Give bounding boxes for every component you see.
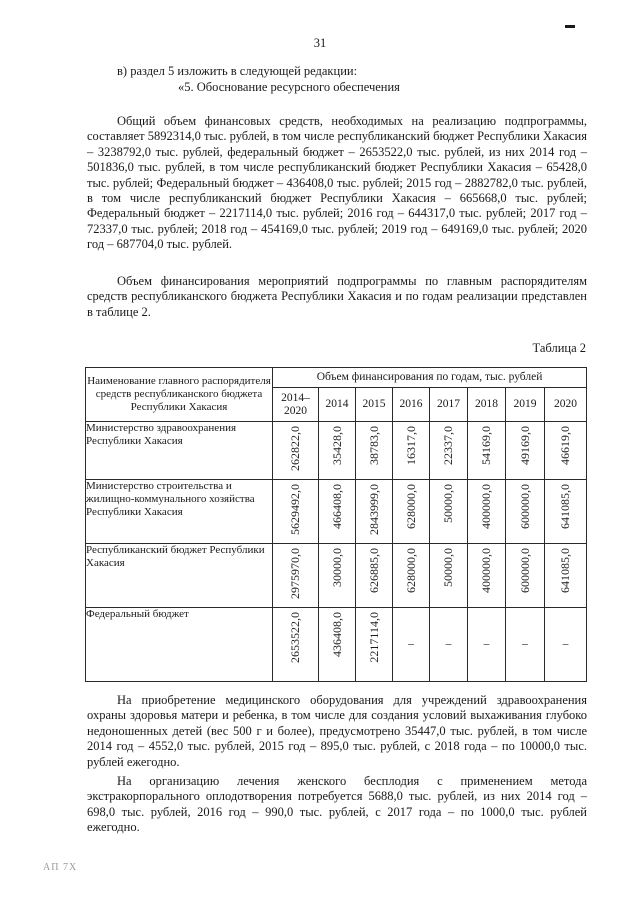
table-cell: 600000,0 (506, 480, 545, 544)
table-cell: – (430, 608, 468, 682)
table-cell: – (506, 608, 545, 682)
recipient-name: Министерство здравоохранения Республики Хакасия (86, 422, 273, 480)
table-cell: 641085,0 (545, 480, 587, 544)
table-cell: 641085,0 (545, 544, 587, 608)
page-number: 31 (313, 36, 327, 50)
table-header-year: 2017 (430, 388, 468, 422)
table-cell: 5629492,0 (273, 480, 319, 544)
footer-mark: АП 7Х (43, 862, 78, 873)
table-header-year: 2014 (319, 388, 356, 422)
table-row (86, 608, 587, 682)
paragraph-medical-equipment: На приобретение медицинского оборудования для учреждений здравоохранения охраны здоровья матери и ребенка, в том числе для создания условий выхаживания глубоко недоношенных детей (вес 500 г и более), предусмотрено 35447,0 тыс. рублей, в том числе 2014 год – 4552,0 тыс. рублей, 2015 год – 895,0 тыс. рублей, с 2018 года – по 10000,0 тыс. рублей ежегодно. (87, 693, 587, 769)
table-header-financing: Объем финансирования по годам, тыс. рублей (273, 368, 587, 388)
table-cell: 2975970,0 (273, 544, 319, 608)
table-cell: 628000,0 (393, 480, 430, 544)
table-cell: 38783,0 (356, 422, 393, 480)
table-cell: 400000,0 (468, 480, 506, 544)
table-cell: 54169,0 (468, 422, 506, 480)
paragraph-distribution: Объем финансирования мероприятий подпрограммы по главным распорядителям средств республиканского бюджета Республики Хакасия и по годам реализации представлен в таблице 2. (87, 274, 587, 319)
table-cell: 2653522,0 (273, 608, 319, 682)
table-cell: 50000,0 (430, 480, 468, 544)
table-row (86, 480, 587, 544)
table-cell: 628000,0 (393, 544, 430, 608)
table-row (86, 544, 587, 608)
recipient-name: Республиканский бюджет Республики Хакасия (86, 544, 273, 608)
table-header-year: 2015 (356, 388, 393, 422)
table-cell: 400000,0 (468, 544, 506, 608)
table-cell: 46619,0 (545, 422, 587, 480)
table-cell: 436408,0 (319, 608, 356, 682)
table-header-year: 2019 (506, 388, 545, 422)
table-header-year: 2016 (393, 388, 430, 422)
table-cell: – (393, 608, 430, 682)
recipient-name: Федеральный бюджет (86, 608, 273, 682)
table-cell: 35428,0 (319, 422, 356, 480)
paragraph-ivf-treatment: На организацию лечения женского бесплодия с применением метода экстракорпорального оплодотворения потребуется 5688,0 тыс. рублей, из них 2014 год – 698,0 тыс. рублей, 2016 год – 990,0 тыс. рублей, с 2017 года – по 1000,0 тыс. рублей ежегодно. (87, 774, 587, 835)
table-cell: – (545, 608, 587, 682)
table-header-name: Наименование главного распорядителя средств республиканского бюджета Республики Хакасия (86, 368, 273, 422)
table-cell: 30000,0 (319, 544, 356, 608)
financing-table (85, 367, 587, 682)
table-cell: 262822,0 (273, 422, 319, 480)
intro-line: в) раздел 5 изложить в следующей редакции: (117, 64, 358, 78)
table-cell: 49169,0 (506, 422, 545, 480)
corner-mark: ▬ (565, 20, 575, 31)
table-header-year: 2014–2020 (273, 388, 319, 422)
recipient-name: Министерство строительства и жилищно-коммунального хозяйства Республики Хакасия (86, 480, 273, 544)
table-cell: – (468, 608, 506, 682)
table-cell: 626885,0 (356, 544, 393, 608)
table-label: Таблица 2 (532, 341, 586, 355)
table-cell: 2843999,0 (356, 480, 393, 544)
table-row (86, 422, 587, 480)
table-cell: 22337,0 (430, 422, 468, 480)
table-cell: 600000,0 (506, 544, 545, 608)
table-cell: 466408,0 (319, 480, 356, 544)
table-header-year: 2018 (468, 388, 506, 422)
table-cell: 16317,0 (393, 422, 430, 480)
table-header-year: 2020 (545, 388, 587, 422)
section-title: «5. Обоснование ресурсного обеспечения (178, 80, 400, 94)
table-cell: 2217114,0 (356, 608, 393, 682)
table-cell: 50000,0 (430, 544, 468, 608)
paragraph-total-funding: Общий объем финансовых средств, необходимых на реализацию подпрограммы, составляет 5892314,0 тыс. рублей, в том числе республиканский бюджет Республики Хакасия – 3238792,0 тыс. рублей, федеральный бюджет – 2653522,0 тыс. рублей, из них 2014 год – 501836,0 тыс. рублей, в том числе республиканский бюджет Республики Хакасия – 65428,0 тыс. рублей; Федеральный бюджет – 436408,0 тыс. рублей; 2015 год – 2882782,0 тыс. рублей, в том числе республиканский бюджет Республики Хакасия – 665668,0 тыс. рублей; Федеральный бюджет – 2217114,0 тыс. рублей; 2016 год – 644317,0 тыс. рублей; 2017 год – 72337,0 тыс. рублей; 2018 год – 454169,0 тыс. рублей; 2019 год – 649169,0 тыс. рублей; 2020 год – 687704,0 тыс. рублей. (87, 114, 587, 252)
